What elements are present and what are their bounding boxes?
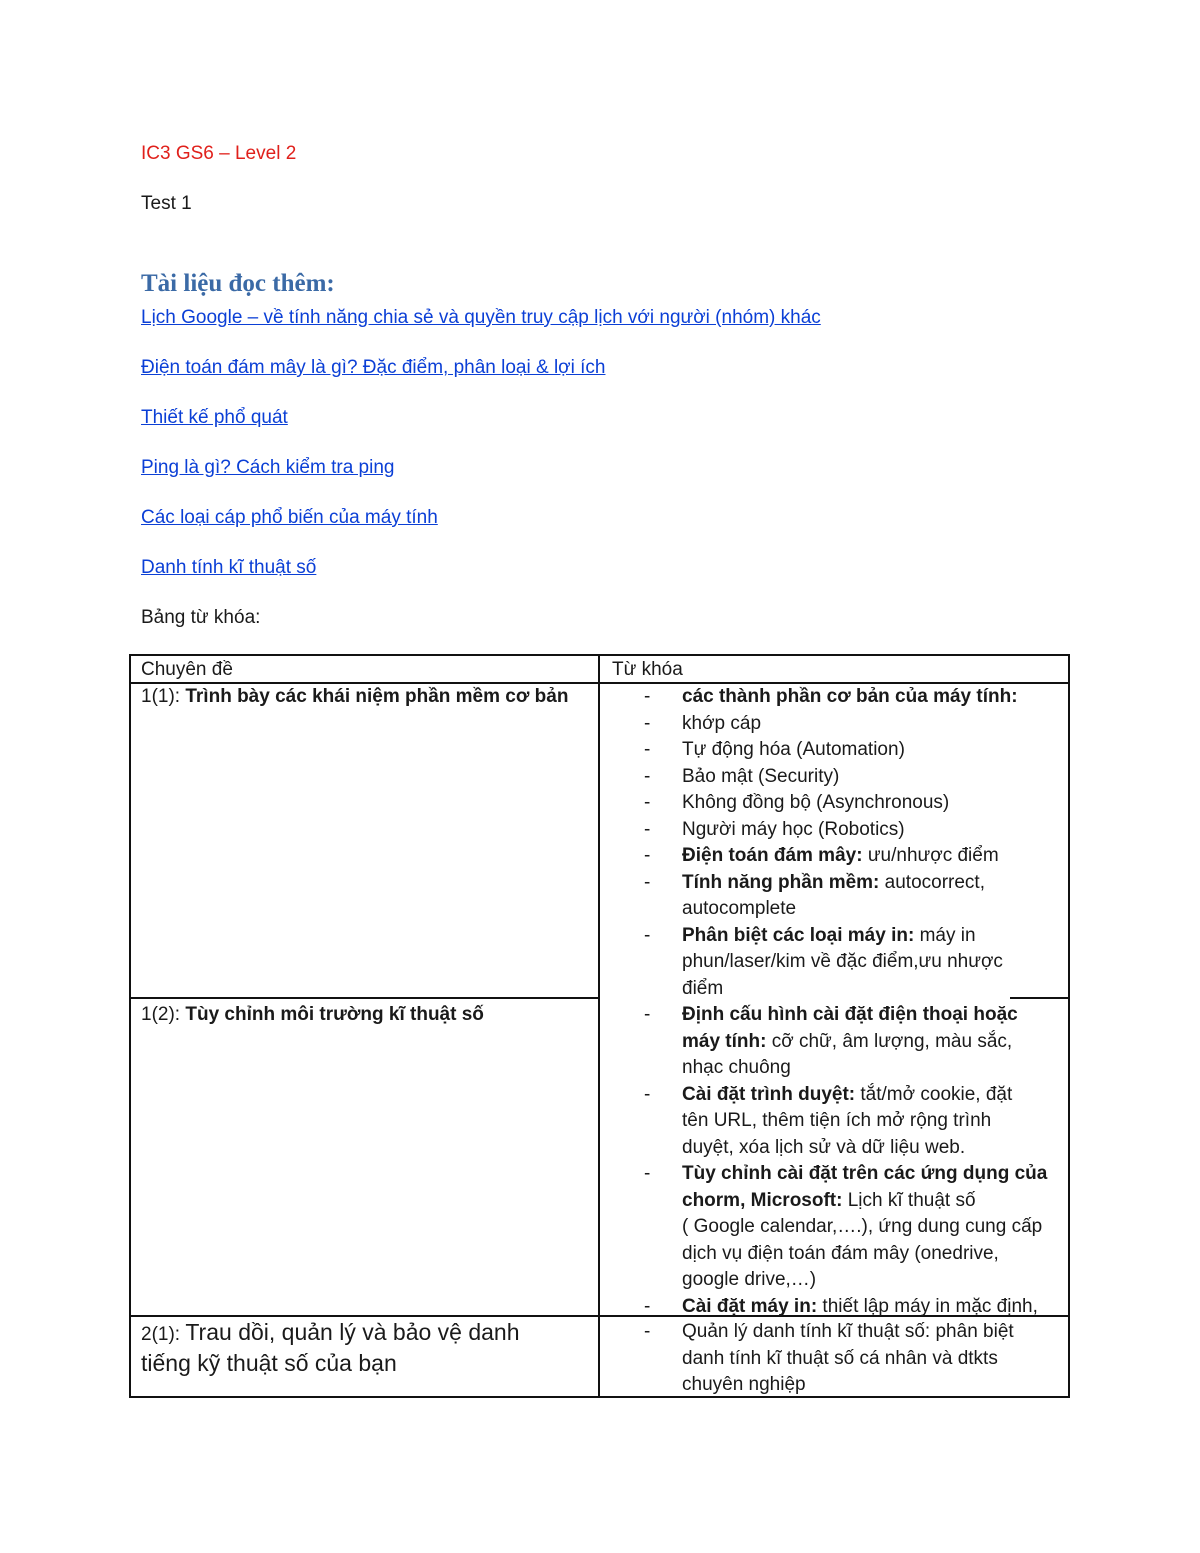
link-google-calendar[interactable]: Lịch Google – về tính năng chia sẻ và quyền truy cập lịch với người (nhóm) khác: [141, 307, 821, 328]
list-item: [644, 1002, 1064, 1082]
keyword-text: Tự động hóa (Automation): [682, 739, 905, 760]
dash-bullet: -: [644, 1083, 651, 1105]
row1-topic: [141, 684, 568, 711]
link-digital-identity[interactable]: Danh tính kĩ thuật số: [141, 557, 317, 578]
keyword-text: chuyên nghiệp: [682, 1374, 806, 1395]
table-column-divider: [598, 654, 600, 1398]
keyword-text: autocomplete: [682, 898, 797, 919]
keyword-text: thiết lập máy in mặc định,: [817, 1295, 1038, 1317]
list-item: [644, 923, 1064, 1003]
keyword-bold: Cài đặt trình duyệt:: [682, 1083, 856, 1105]
keyword-text: Lịch kĩ thuật số: [842, 1189, 976, 1211]
dash-bullet: -: [644, 686, 651, 707]
row1-topic-prefix: 1(1):: [141, 686, 186, 707]
row2-keyword-list: [644, 1002, 1064, 1320]
keyword-text: Người máy học (Robotics): [682, 818, 905, 840]
keyword-bold: Tùy chỉnh cài đặt trên các ứng dụng của: [682, 1163, 1048, 1184]
list-item: [644, 1082, 1064, 1162]
dash-bullet: -: [644, 1321, 651, 1342]
keyword-text: Không đồng bộ (Asynchronous): [682, 792, 950, 813]
row2-topic-text: Tùy chỉnh môi trường kĩ thuật số: [185, 1004, 484, 1025]
dash-bullet: -: [644, 1163, 651, 1184]
keyword-bold: các thành phần cơ bản của máy tính:: [682, 686, 1018, 707]
dash-bullet: -: [644, 1004, 651, 1025]
row2-topic-prefix: 1(2):: [141, 1004, 186, 1025]
reading-heading: Tài liệu đọc thêm:: [141, 270, 335, 297]
keyword-text: máy in: [914, 924, 976, 946]
list-item: [644, 1161, 1064, 1294]
list-item: [644, 737, 1064, 764]
link-universal-design[interactable]: Thiết kế phổ quát: [141, 407, 288, 428]
keyword-text: dịch vụ điện toán đám mây (onedrive,: [682, 1242, 999, 1264]
row3-topic-prefix: 2(1):: [141, 1324, 186, 1345]
table-row-divider-left: [129, 997, 599, 999]
keyword-bold: Cài đặt máy in:: [682, 1295, 818, 1317]
row1-keyword-list: [644, 684, 1064, 1002]
keyword-text: google drive,…): [682, 1269, 817, 1290]
row1-topic-text: Trình bày các khái niệm phần mềm cơ bản: [185, 686, 569, 707]
list-item: [644, 711, 1064, 738]
keyword-text: cỡ chữ, âm lượng, màu sắc,: [766, 1030, 1013, 1052]
dash-bullet: -: [644, 818, 651, 840]
keyword-bold: Định cấu hình cài đặt điện thoại hoặc: [682, 1004, 1018, 1025]
keyword-text: điểm: [682, 977, 724, 999]
keyword-text: Bảo mật (Security): [682, 765, 840, 787]
keyword-text: tắt/mở cookie, đặt: [855, 1083, 1013, 1105]
link-ping[interactable]: Ping là gì? Cách kiểm tra ping: [141, 457, 395, 478]
keyword-text: nhạc chuông: [682, 1057, 791, 1078]
keyword-bold: chorm, Microsoft:: [682, 1189, 843, 1211]
document-title: IC3 GS6 – Level 2: [141, 143, 297, 164]
dash-bullet: -: [644, 712, 651, 734]
keyword-text: autocorrect,: [879, 871, 985, 893]
dash-bullet: -: [644, 792, 651, 813]
table-header-keywords: Từ khóa: [612, 659, 683, 680]
keyword-bold: Điện toán đám mây:: [682, 845, 863, 866]
list-item: [644, 1319, 1064, 1399]
list-item: [644, 790, 1064, 817]
dash-bullet: -: [644, 739, 651, 760]
dash-bullet: -: [644, 871, 651, 893]
dash-bullet: -: [644, 924, 651, 946]
list-item: [644, 684, 1064, 711]
keyword-text: Quản lý danh tính kĩ thuật số: phân biệt: [682, 1321, 1014, 1342]
keyword-text: duyệt, xóa lịch sử và dữ liệu web.: [682, 1136, 966, 1158]
keyword-bold: Phân biệt các loại máy in:: [682, 924, 915, 946]
dash-bullet: -: [644, 1295, 651, 1317]
keyword-table-label: Bảng từ khóa:: [141, 607, 261, 628]
dash-bullet: -: [644, 845, 651, 866]
keyword-text: ưu/nhược điểm: [862, 845, 999, 866]
keyword-bold: Tính năng phần mềm:: [682, 871, 880, 893]
list-item: [644, 843, 1064, 870]
list-item: [644, 764, 1064, 791]
row2-topic: [141, 1002, 484, 1029]
keyword-bold: máy tính:: [682, 1030, 767, 1052]
row3-keyword-list: [644, 1319, 1064, 1399]
keyword-text: danh tính kĩ thuật số cá nhân và dtkts: [682, 1347, 998, 1369]
list-item: [644, 870, 1064, 923]
link-cloud-computing[interactable]: Điện toán đám mây là gì? Đặc điểm, phân loại & lợi ích: [141, 357, 606, 378]
dash-bullet: -: [644, 765, 651, 787]
link-cable-types[interactable]: Các loại cáp phổ biến của máy tính: [141, 507, 438, 528]
keyword-text: phun/laser/kim về đặc điểm,ưu nhược: [682, 951, 1003, 972]
keyword-text: tên URL, thêm tiện ích mở rộng trình: [682, 1110, 992, 1131]
table-header-topic: Chuyên đề: [141, 659, 233, 680]
document-subtitle: Test 1: [141, 193, 192, 214]
keyword-text: khớp cáp: [682, 712, 762, 734]
row3-topic: [141, 1318, 561, 1379]
keyword-text: ( Google calendar,….), ứng dung cung cấp: [682, 1216, 1043, 1237]
row3-topic-text: Trau dồi, quản lý và bảo vệ danh tiếng kỹ thuật số của bạn: [141, 1319, 520, 1376]
list-item: [644, 1294, 1064, 1321]
list-item: [644, 817, 1064, 844]
